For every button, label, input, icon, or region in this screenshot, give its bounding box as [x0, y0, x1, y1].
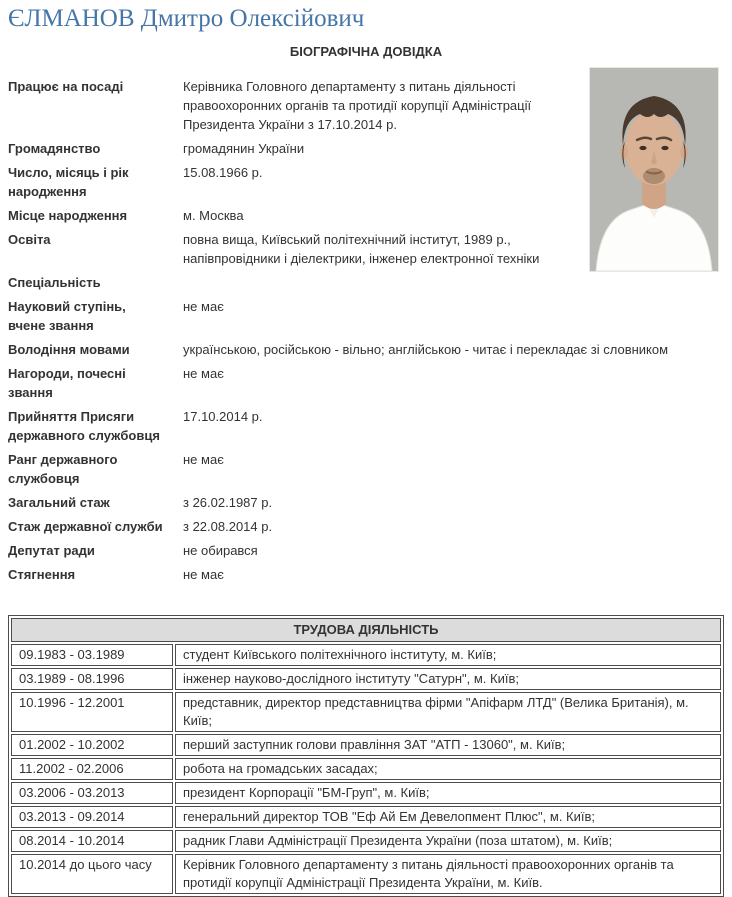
description-cell: робота на громадських засадах;	[175, 758, 721, 780]
description-cell: президент Корпорації "БМ-Груп", м. Київ;	[175, 782, 721, 804]
details-bottom-section	[8, 340, 724, 584]
detail-value: з 22.08.2014 р.	[183, 519, 273, 534]
detail-label: Загальний стаж	[8, 495, 110, 510]
work-history-table	[8, 615, 724, 897]
detail-row-penalties	[8, 565, 724, 584]
detail-value: не має	[183, 366, 224, 381]
detail-label: Стягнення	[8, 567, 76, 582]
description-cell: представник, директор представництва фірми "Апіфарм ЛТД" (Велика Британія), м. Київ;	[175, 692, 721, 732]
period-cell: 11.2002 - 02.2006	[11, 758, 173, 780]
page-subtitle: БІОГРАФІЧНА ДОВІДКА	[289, 44, 443, 59]
detail-value	[183, 273, 585, 292]
detail-label: Депутат ради	[8, 543, 95, 558]
period-cell: 10.2014 до цього часу	[11, 854, 173, 894]
detail-row-oath	[8, 407, 724, 445]
table-row	[11, 806, 721, 828]
detail-row-awards	[8, 364, 724, 402]
detail-value: не має	[183, 299, 224, 314]
detail-row-rank	[8, 450, 724, 488]
description-cell: перший заступник голови правління ЗАТ "АТП - 13060", м. Київ;	[175, 734, 721, 756]
detail-value: 15.08.1966 р.	[183, 165, 263, 180]
work-table-header-row	[11, 618, 721, 642]
detail-value: не обирався	[183, 543, 258, 558]
work-table-title: ТРУДОВА ДІЯЛЬНІСТЬ	[11, 618, 721, 642]
page-title: ЄЛМАНОВ Дмитро Олексійович	[8, 5, 365, 32]
period-cell: 09.1983 - 03.1989	[11, 644, 173, 666]
detail-row-civil-service-experience	[8, 517, 724, 536]
period-cell: 03.1989 - 08.1996	[11, 668, 173, 690]
detail-value: з 26.02.1987 р.	[183, 495, 273, 510]
period-cell: 01.2002 - 10.2002	[11, 734, 173, 756]
table-row	[11, 692, 721, 732]
detail-row-deputy	[8, 541, 724, 560]
table-row	[11, 758, 721, 780]
detail-label: Нагороди, почесні звання	[8, 366, 126, 400]
detail-value: українською, російською - вільно; англійською - читає і перекладає зі словником	[183, 342, 669, 357]
detail-value: м. Москва	[183, 208, 244, 223]
period-cell: 10.1996 - 12.2001	[11, 692, 173, 732]
detail-row-total-experience	[8, 493, 724, 512]
detail-label: Стаж державної служби	[8, 519, 163, 534]
period-cell: 03.2006 - 03.2013	[11, 782, 173, 804]
period-cell: 08.2014 - 10.2014	[11, 830, 173, 852]
detail-label: Науковий ступінь, вчене звання	[8, 299, 126, 333]
detail-label: Прийняття Присяги державного службовця	[8, 409, 160, 443]
detail-row-languages	[8, 340, 724, 359]
table-row	[11, 854, 721, 894]
detail-label: Ранг державного службовця	[8, 452, 118, 486]
detail-label: Місце народження	[8, 208, 128, 223]
table-row	[11, 668, 721, 690]
detail-label: Число, місяць і рік народження	[8, 165, 129, 199]
period-cell: 03.2013 - 09.2014	[11, 806, 173, 828]
detail-label: Громадянство	[8, 141, 101, 156]
portrait-photo	[590, 68, 718, 271]
detail-value: Керівника Головного департаменту з питань діяльності правоохоронних органів та протидії корупції Адміністрації Президента України з 17.10.2014 р.	[183, 79, 532, 132]
detail-value: не має	[183, 452, 224, 467]
table-row	[11, 734, 721, 756]
detail-value: повна вища, Київський політехнічний інститут, 1989 р., напівпровідники і діелектрики, інженер електронної техніки	[183, 232, 540, 266]
portrait-photo-image	[590, 68, 718, 271]
description-cell: радник Глави Адміністрації Президента України (поза штатом), м. Київ;	[175, 830, 721, 852]
detail-value: не має	[183, 567, 224, 582]
detail-value: 17.10.2014 р.	[183, 409, 263, 424]
detail-label: Володіння мовами	[8, 342, 130, 357]
table-row	[11, 830, 721, 852]
description-cell: студент Київського політехнічного інституту, м. Київ;	[175, 644, 721, 666]
detail-label: Працює на посаді	[8, 79, 124, 94]
detail-label: Спеціальність	[8, 275, 101, 290]
description-cell: Керівник Головного департаменту з питань діяльності правоохоронних органів та протидії корупції Адміністрації Президента України, м. Київ.	[175, 854, 721, 894]
description-cell: інженер науково-дослідного інституту "Сатурн", м. Київ;	[175, 668, 721, 690]
table-row	[11, 644, 721, 666]
table-row	[11, 782, 721, 804]
detail-row-degree	[8, 297, 724, 335]
detail-label: Освіта	[8, 232, 51, 247]
description-cell: генеральний директор ТОВ "Еф Ай Ем Девелопмент Плюс", м. Київ;	[175, 806, 721, 828]
detail-row-speciality	[8, 273, 724, 292]
detail-value: громадянин України	[183, 141, 305, 156]
